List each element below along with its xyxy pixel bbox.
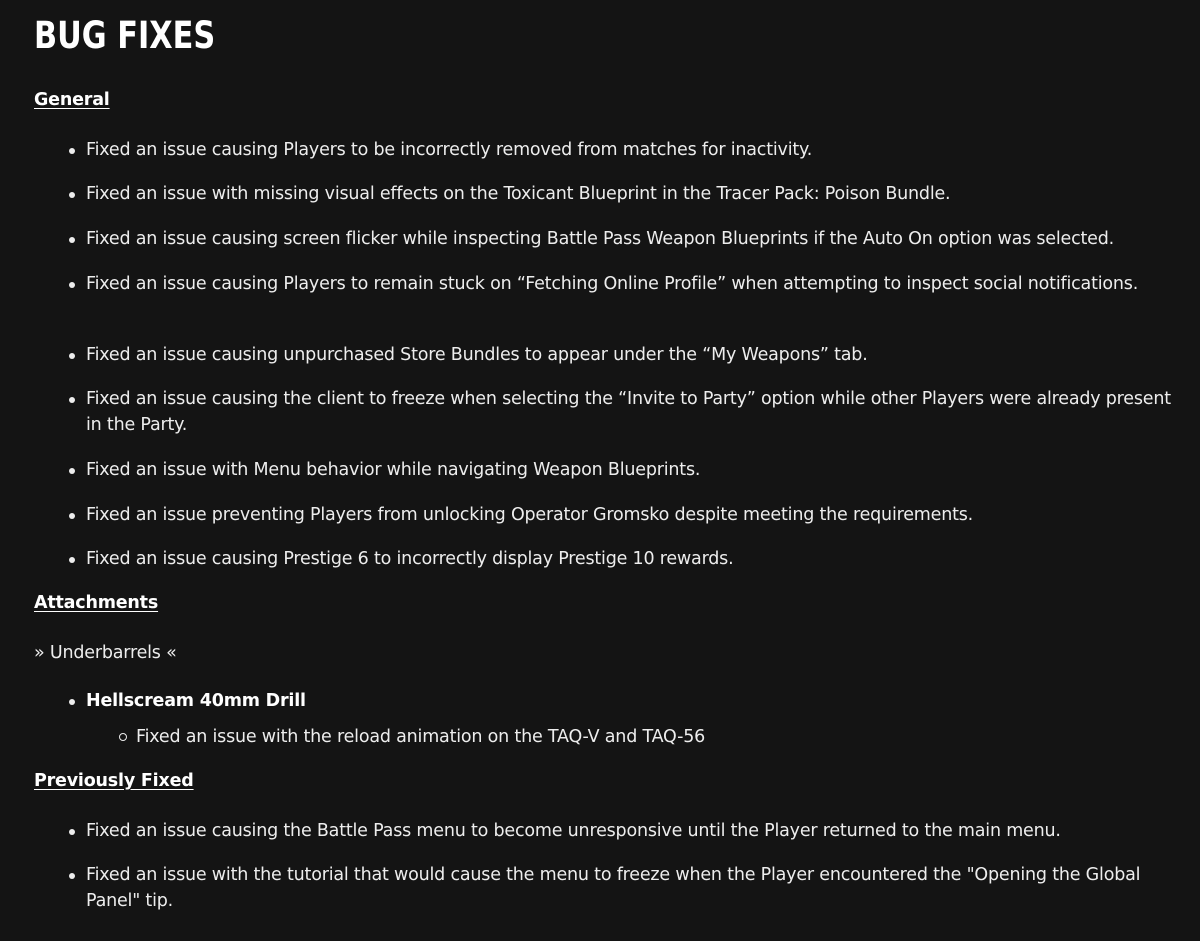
section-heading-attachments: Attachments — [34, 593, 159, 613]
sub-list-item: Fixed an issue with the reload animation on the TAQ-V and TAQ-56 — [136, 724, 705, 750]
attachment-name: Hellscream 40mm Drill — [86, 688, 1176, 714]
section-heading-previously-fixed: Previously Fixed — [34, 771, 194, 791]
list-item: Fixed an issue with missing visual effects on the Toxicant Blueprint in the Tracer Pack: Poison Bundle. — [86, 181, 1176, 207]
list-item: Fixed an issue preventing Players from unlocking Operator Gromsko despite meeting the requirements. — [86, 502, 1176, 528]
section-heading-general: General — [34, 90, 110, 110]
subsection-label-underbarrels: » Underbarrels « — [34, 643, 177, 663]
list-item: Fixed an issue with Menu behavior while navigating Weapon Blueprints. — [86, 457, 1176, 483]
list-item: Fixed an issue causing the Battle Pass menu to become unresponsive until the Player returned to the main menu. — [86, 818, 1176, 844]
page-title: BUG FIXES — [34, 14, 216, 57]
list-item: Fixed an issue causing the client to freeze when selecting the “Invite to Party” option while other Players were already present in the Party. — [86, 386, 1176, 438]
list-item: Fixed an issue causing Players to remain stuck on “Fetching Online Profile” when attempting to inspect social notifications. — [86, 271, 1176, 297]
list-item: Fixed an issue causing screen flicker while inspecting Battle Pass Weapon Blueprints if the Auto On option was selected. — [86, 226, 1176, 252]
list-item: Fixed an issue causing Prestige 6 to incorrectly display Prestige 10 rewards. — [86, 546, 1176, 572]
list-item: Fixed an issue causing Players to be incorrectly removed from matches for inactivity. — [86, 137, 1176, 163]
list-item: Fixed an issue with the tutorial that would cause the menu to freeze when the Player encountered the "Opening the Global Panel" tip. — [86, 862, 1176, 914]
list-item: Fixed an issue causing unpurchased Store Bundles to appear under the “My Weapons” tab. — [86, 342, 1176, 368]
